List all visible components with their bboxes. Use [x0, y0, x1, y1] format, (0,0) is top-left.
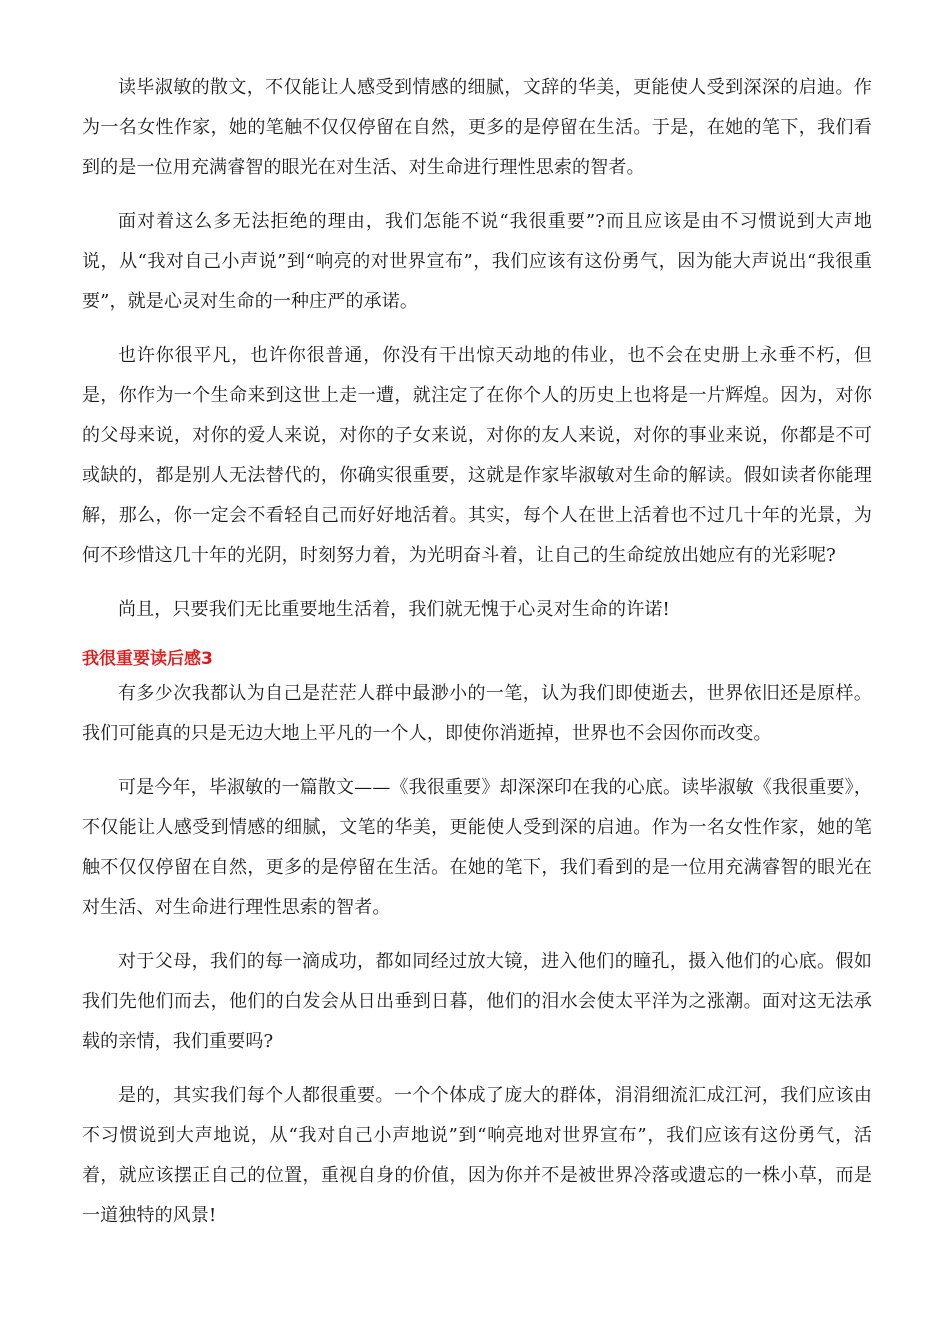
body-paragraph: 读毕淑敏的散文，不仅能让人感受到情感的细腻，文辞的华美，更能使人受到深深的启迪。作为一名女性作家，她的笔触不仅仅停留在自然，更多的是停留在生活。于是，在她的笔下，我们看到的是一位用充满睿智的眼光在对生活、对生命进行理性思索的智者。 [82, 77, 872, 178]
document-page [82, 68, 872, 1236]
body-paragraph: 有多少次我都认为自己是茫茫人群中最渺小的一笔，认为我们即使逝去，世界依旧还是原样。我们可能真的只是无边大地上平凡的一个人，即使你消逝掉，世界也不会因你而改变。 [82, 683, 872, 744]
body-paragraph: 是的，其实我们每个人都很重要。一个个体成了庞大的群体，涓涓细流汇成江河，我们应该由不习惯说到大声地说，从“我对自己小声地说”到“响亮地对世界宣布”，我们应该有这份勇气，活着，就应该摆正自己的位置，重视自身的价值，因为你并不是被世界冷落或遗忘的一株小草，而是一道独特的风景! [82, 1085, 872, 1226]
body-paragraph: 也许你很平凡，也许你很普通，你没有干出惊天动地的伟业，也不会在史册上永垂不朽，但是，你作为一个生命来到这世上走一遭，就注定了在你个人的历史上也将是一片辉煌。因为，对你的父母来说，对你的爱人来说，对你的子女来说，对你的友人来说，对你的事业来说，你都是不可或缺的，都是别人无法替代的，你确实很重要，这就是作家毕淑敏对生命的解读。假如读者你能理解，那么，你一定会不看轻自己而好好地活着。其实，每个人在世上活着也不过几十年的光景，为何不珍惜这几十年的光阴，时刻努力着，为光明奋斗着，让自己的生命绽放出她应有的光彩呢? [82, 345, 872, 566]
body-paragraph: 尚且，只要我们无比重要地生活着，我们就无愧于心灵对生命的许诺! [118, 599, 670, 620]
section-heading: 我很重要读后感3 [82, 649, 213, 669]
body-paragraph: 可是今年，毕淑敏的一篇散文——《我很重要》却深深印在我的心底。读毕淑敏《我很重要》，不仅能让人感受到情感的细腻，文笔的华美，更能使人受到深的启迪。作为一名女性作家，她的笔触不仅仅停留在自然，更多的是停留在生活。在她的笔下，我们看到的是一位用充满睿智的眼光在对生活、对生命进行理性思索的智者。 [82, 777, 872, 918]
body-paragraph: 对于父母，我们的每一滴成功，都如同经过放大镜，进入他们的瞳孔，摄入他们的心底。假如我们先他们而去，他们的白发会从日出垂到日暮，他们的泪水会使太平洋为之涨潮。面对这无法承载的亲情，我们重要吗? [82, 951, 872, 1052]
body-paragraph: 面对着这么多无法拒绝的理由，我们怎能不说“我很重要”?而且应该是由不习惯说到大声地说，从“我对自己小声说”到“响亮的对世界宣布”，我们应该有这份勇气，因为能大声说出“我很重要”，就是心灵对生命的一种庄严的承诺。 [82, 211, 872, 312]
